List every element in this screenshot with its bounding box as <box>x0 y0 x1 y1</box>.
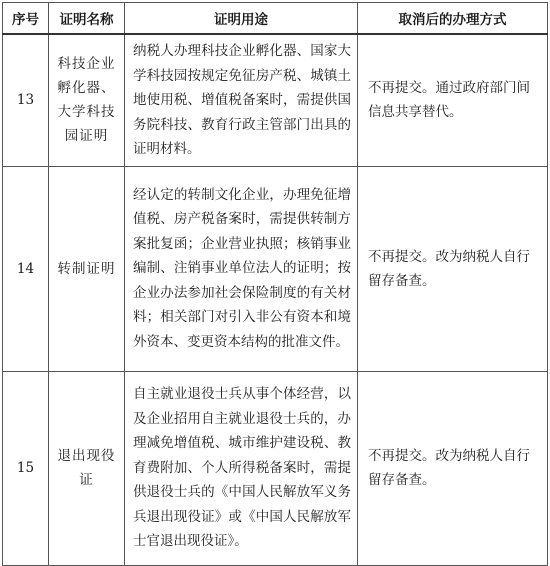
row-certificate-name: 科技企业孵化器、大学科技园证明 <box>49 34 125 166</box>
table-header-row <box>3 3 548 35</box>
row-usage: 经认定的转制文化企业，办理免征增值税、房产税备案时，需提供转制方案批复函；企业营业执照；核销事业编制、注销事业单位法人的证明；按企业办法参加社会保险制度的有关材料；相关部门对引入非公有资本和境外资本、变更资本结构的批准文件。 <box>125 166 358 371</box>
header-index: 序号 <box>3 3 49 35</box>
row-usage: 自主就业退役士兵从事个体经营，以及企业招用自主就业退役士兵的，办理减免增值税、城市维护建设税、教育费附加、个人所得税备案时，需提供退役士兵的《中国人民解放军义务兵退出现役证》或《中国人民解放军士官退出现役证》。 <box>125 371 358 565</box>
certificate-table <box>2 2 548 566</box>
row-index: 14 <box>3 166 49 371</box>
row-method: 不再提交。改为纳税人自行留存备查。 <box>358 166 548 371</box>
table-row <box>3 371 548 565</box>
row-index: 13 <box>3 34 49 166</box>
row-certificate-name: 退出现役证 <box>49 371 125 565</box>
header-usage: 证明用途 <box>125 3 358 35</box>
row-certificate-name: 转制证明 <box>49 166 125 371</box>
table-row <box>3 166 548 371</box>
header-method: 取消后的办理方式 <box>358 3 548 35</box>
header-name: 证明名称 <box>49 3 125 35</box>
row-method: 不再提交。改为纳税人自行留存备查。 <box>358 371 548 565</box>
row-method: 不再提交。通过政府部门间信息共享替代。 <box>358 34 548 166</box>
row-index: 15 <box>3 371 49 565</box>
table-row <box>3 34 548 166</box>
row-usage: 纳税人办理科技企业孵化器、国家大学科技园按规定免征房产税、城镇土地使用税、增值税备案时，需提供国务院科技、教育行政主管部门出具的证明材料。 <box>125 34 358 166</box>
